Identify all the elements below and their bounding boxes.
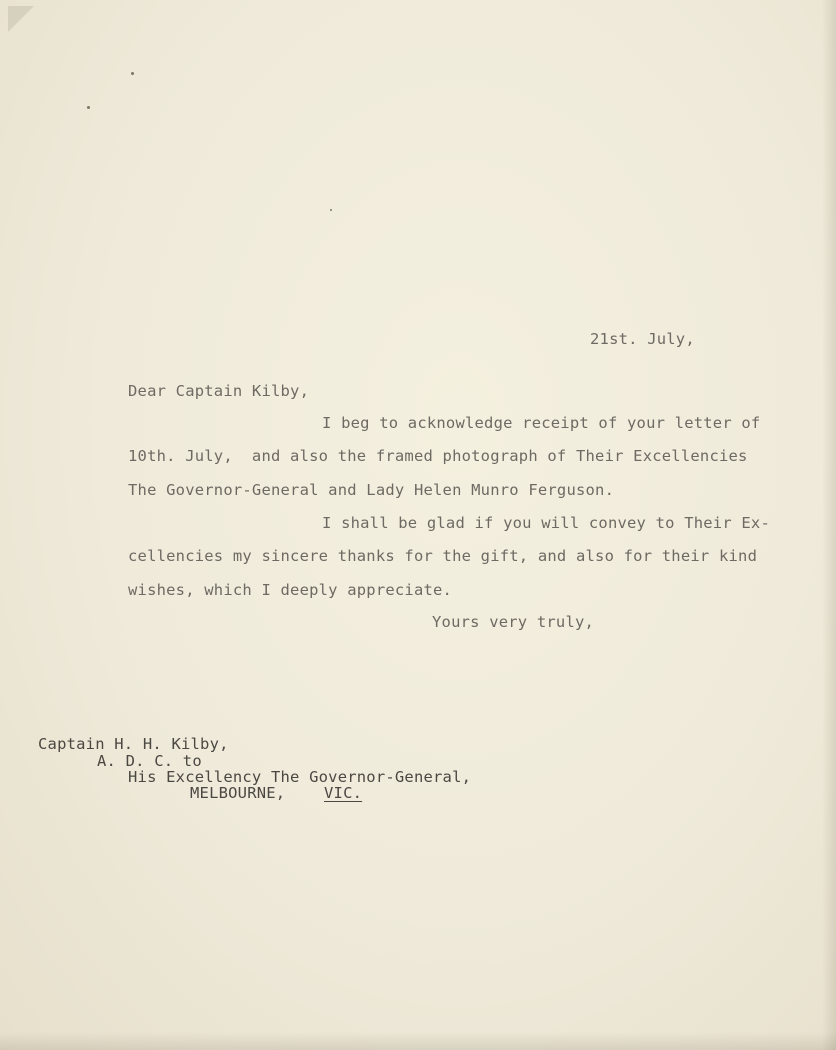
body-line: I shall be glad if you will convey to Their Ex- <box>322 514 770 532</box>
closing: Yours very truly, <box>432 613 595 631</box>
salutation: Dear Captain Kilby, <box>128 382 310 400</box>
address-state: VIC. <box>324 784 363 802</box>
body-line: 10th. July, and also the framed photograph of Their Excellencies <box>128 447 748 465</box>
folded-corner <box>8 6 34 32</box>
letter-date: 21st. July, <box>590 330 695 348</box>
body-line: The Governor-General and Lady Helen Munro Ferguson. <box>128 481 615 499</box>
page-bottom-shadow <box>0 1032 836 1050</box>
paper-speck <box>87 106 90 109</box>
address-city: MELBOURNE, <box>190 784 286 802</box>
address-line: A. D. C. to <box>97 752 202 770</box>
body-line: cellencies my sincere thanks for the gift, and also for their kind <box>128 547 758 565</box>
body-line: wishes, which I deeply appreciate. <box>128 581 453 599</box>
paper-speck <box>131 72 134 75</box>
paper-speck <box>330 209 332 211</box>
body-line: I beg to acknowledge receipt of your letter of <box>322 414 761 432</box>
address-line: Captain H. H. Kilby, <box>38 735 229 753</box>
page-edge-shadow <box>822 0 836 1050</box>
address-line: His Excellency The Governor-General, <box>128 768 472 786</box>
